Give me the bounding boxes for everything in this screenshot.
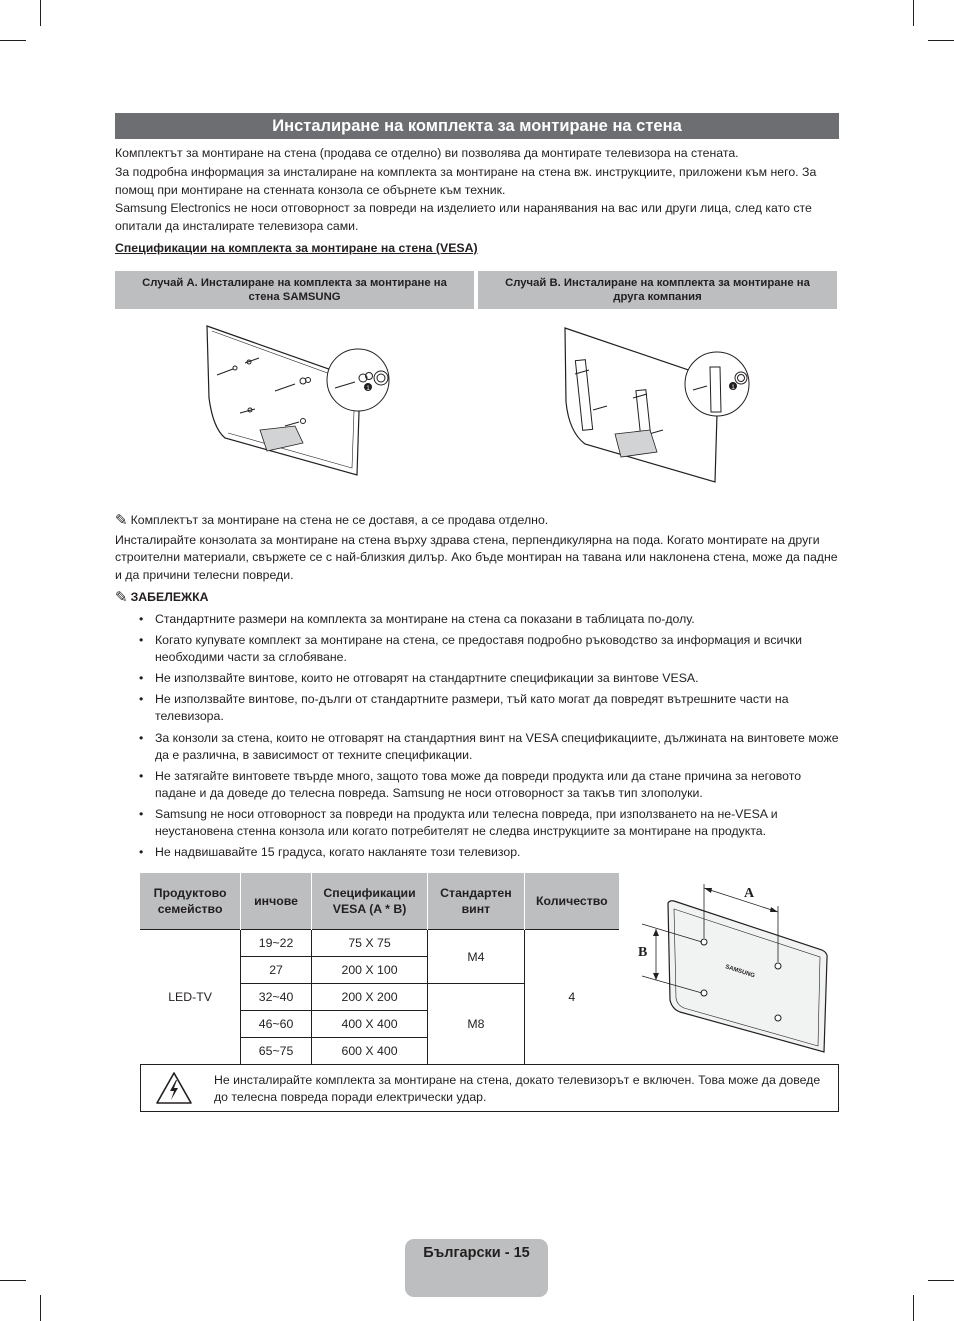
tv-back-diagram [630, 876, 835, 1056]
pencil-note-icon: ✎ [115, 589, 128, 606]
table-row [140, 930, 619, 957]
crop-mark [913, 0, 914, 26]
list-item: • Samsung не носи отговорност за повреди на продукта или телесна повреда, при използването на не-VESA и неустановена стенна конзола или когато потребителят не следва инструкциите за монтиране на продукта. [139, 806, 839, 840]
list-item: • Не надвишавайте 15 градуса, когато накланяте този телевизор. [139, 844, 839, 861]
quantity-cell: 4 [524, 930, 619, 1065]
case-b-header: Случай B. Инсталиране на комплекта за монтиране на друга компания [478, 271, 837, 309]
section-title: Инсталиране на комплекта за монтиране на стена [115, 113, 839, 139]
diagram-marker: 1 [731, 385, 735, 391]
crop-mark [913, 1295, 914, 1321]
vesa-spec-heading: Спецификации на комплекта за монтиране на стена (VESA) [115, 241, 478, 255]
list-item: • Не използвайте винтове, по-дълги от стандартните размери, тъй като могат да повредят вътрешните части на телевизора. [139, 691, 839, 725]
inches-cell: 27 [241, 957, 312, 984]
inches-cell: 46~60 [241, 1011, 312, 1038]
dimension-a-label: A [744, 886, 755, 901]
list-item: • Не използвайте винтове, които не отговарят на стандартните спецификации за винтове VESA. [139, 670, 839, 687]
vesa-cell: 200 X 100 [311, 957, 427, 984]
lightning-warning-icon [155, 1071, 193, 1105]
list-item: • Когато купувате комплект за монтиране на стена, се предоставя подробно ръководство за информация и всички необходими части за сглобяване. [139, 632, 839, 666]
samsung-logo: SAMSUNG [724, 964, 756, 980]
vesa-cell: 200 X 200 [311, 984, 427, 1011]
inches-cell: 19~22 [241, 930, 312, 957]
header-cell: инчове [241, 873, 312, 930]
screw-cell: M8 [428, 984, 525, 1065]
vesa-cell: 600 X 400 [311, 1038, 427, 1065]
crop-mark [40, 1295, 41, 1321]
notes-list [139, 611, 839, 865]
page-number: Български - 15 [423, 1245, 530, 1261]
dimension-b-label: B [638, 945, 648, 960]
table-header-row [140, 873, 619, 930]
family-cell: LED-TV [140, 930, 241, 1065]
electric-shock-warning [140, 1064, 839, 1112]
note-heading: ✎ ЗАБЕЛЕЖКА [115, 589, 209, 606]
vesa-spec-table [140, 873, 619, 1065]
inches-cell: 65~75 [241, 1038, 312, 1065]
case-a-header: Случай А. Инсталиране на комплекта за монтиране на стена SAMSUNG [115, 271, 474, 309]
list-item: • За конзоли за стена, които не отговарят на стандартния винт на VESA спецификациите, дължината на винтовете може да е различна, в зависимост от техните спецификации. [139, 730, 839, 764]
crop-mark [928, 1280, 954, 1281]
vesa-cell: 400 X 400 [311, 1011, 427, 1038]
list-item: • Стандартните размери на комплекта за монтиране на стена са показани в таблицата по-долу. [139, 611, 839, 628]
crop-mark [0, 1280, 26, 1281]
crop-mark [40, 0, 41, 26]
case-b-diagram [555, 322, 780, 492]
install-paragraph: Инсталирайте конзолата за монтиране на стена върху здрава стена, перпендикулярна на пода. Когато монтирате на други строителни материали, свържете се с най-близкия дилър. Ако бъде монтиран на тавана или наклонена стена, може да падне и да причини телесни повреди. [115, 533, 838, 582]
header-cell: Стандартен винт [428, 873, 525, 930]
header-cell: Продуктово семейство [140, 873, 241, 930]
crop-mark [0, 40, 26, 41]
crop-mark [928, 40, 954, 41]
diagram-marker: 1 [366, 386, 370, 392]
header-cell: Количество [524, 873, 619, 930]
intro-paragraph-3: Samsung Electronics не носи отговорност за повреди на изделието или наранявания на вас или други лица, след като сте опитали да инсталирате телевизора сами. [115, 201, 812, 233]
warning-text: Не инсталирайте комплекта за монтиране на стена, докато телевизорът е включен. Това може да доведе до телесна повреда поради електрически удар. [214, 1073, 821, 1104]
header-cell: Спецификации VESA (A * B) [311, 873, 427, 930]
inches-cell: 32~40 [241, 984, 312, 1011]
vesa-cell: 75 X 75 [311, 930, 427, 957]
case-a-diagram [195, 318, 420, 488]
note-not-supplied: ✎ Комплектът за монтиране на стена не се доставя, а се продава отделно. [115, 512, 549, 529]
list-item: • Не затягайте винтовете твърде много, защото това може да повреди продукта или да стане причина за неговото падане и да доведе до телесна повреда. Samsung не носи отговорност за такъв тип злополуки. [139, 768, 839, 802]
intro-paragraph-2: За подробна информация за инсталиране на комплекта за монтиране на стена вж. инструкциите, приложени към него. За помощ при монтиране на стенната конзола се обърнете към техник. [115, 165, 817, 197]
intro-paragraph-1: Комплектът за монтиране на стена (продава се отделно) ви позволява да монтирате телевизора на стената. [115, 146, 739, 160]
screw-cell: M4 [428, 930, 525, 984]
pencil-note-icon: ✎ [115, 512, 128, 529]
